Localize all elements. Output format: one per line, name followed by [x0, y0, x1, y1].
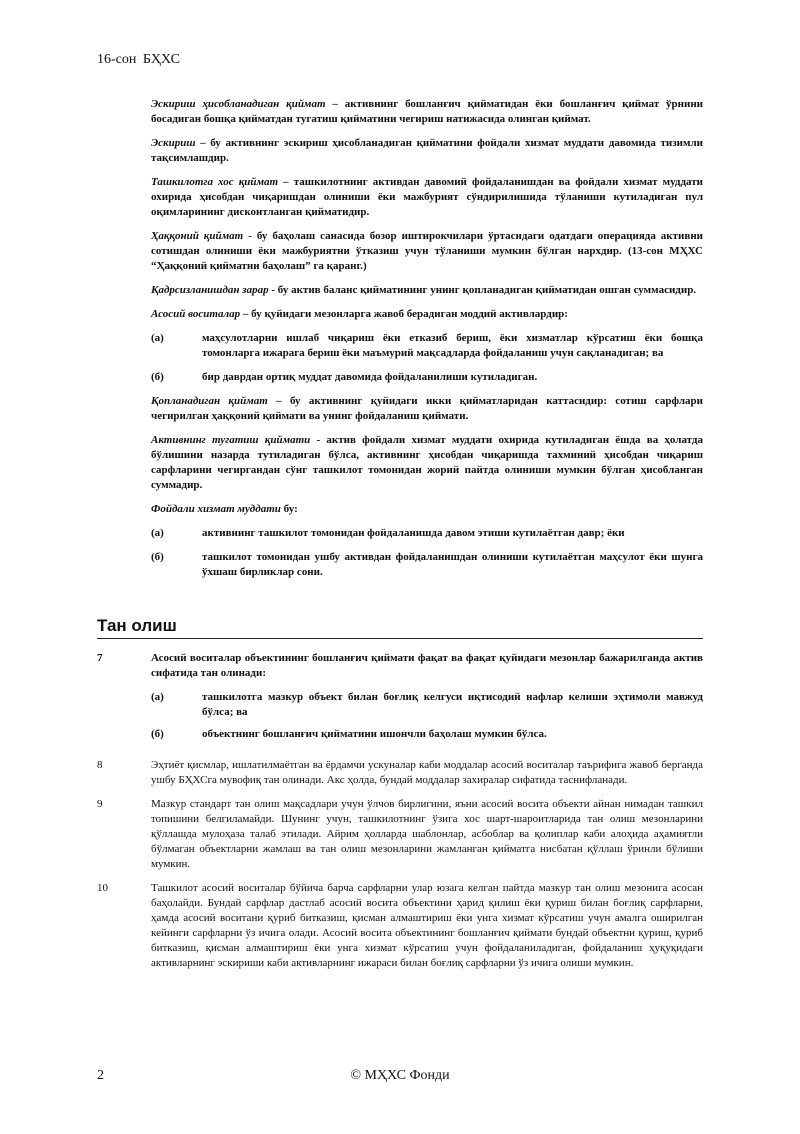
definition-fair-value — [151, 229, 703, 274]
definition-text: бу: — [280, 503, 298, 515]
definitions-block — [151, 97, 703, 589]
list-item — [151, 727, 703, 742]
definition-text: – бу активнинг эскириш ҳисобланадиган қийматини фойдали хизмат муддати давомида тизимли тақсимлашдир. — [151, 137, 703, 164]
definition-fixed-assets — [151, 307, 703, 322]
running-header: 16-сон БҲХС — [97, 52, 180, 67]
definition-depreciation — [151, 136, 703, 166]
definition-text: – бу активнинг қуйидаги икки қийматларидан каттасидир: сотиш сарфлари чегирилган ҳаққоний қиймати ва унинг фойдаланиш қиймати. — [151, 395, 703, 422]
list-item-label: (а) — [151, 691, 164, 703]
list-item — [151, 690, 703, 720]
definition-term: Фойдали хизмат муддати — [151, 503, 281, 515]
paragraph-number: 9 — [97, 798, 103, 810]
definition-term: Ташкилотга хос қиймат — [151, 176, 279, 188]
paragraph-number: 7 — [97, 652, 103, 664]
paragraph-text: Ташкилот асосий воситалар бўйича барча сарфларни улар юзага келган пайтда мазкур тан олиш мезонига асосан баҳолайди. Бундай сарфлар дастлаб асосий восита объектини ҳарид қилиш ёки қуриш билан боғлиқ сарфларни, ҳамда асосий воситани қуриб битказиш, қисман алмаштириш ёки унга хизмат кўрсатиш учун амалга оширилган кейинги сарфларни ўз ичига олади. Асосий восита объектининг бошланғич қиймати бундай объектни қуриш, қуриб битказиш, қисман алмаштириш ёки унга хизмат кўрсатиш учун фойдаланиладиган, фойдаланиш ҳуқуқидаги активларнинг эскириши каби активларнинг ижараси билан боғлиқ сарфларни ўз ичига олиши мумкин. — [151, 882, 703, 969]
list-item-text: объектнинг бошланғич қийматини ишончли баҳолаш мумкин бўлса. — [202, 728, 547, 740]
definition-text: - бу актив баланс қийматининг унинг қопланадиган қийматидан ошган суммасидир. — [268, 284, 697, 296]
paragraph-number: 10 — [97, 882, 108, 894]
section-heading: Тан олиш — [97, 616, 703, 639]
list-item — [151, 331, 703, 361]
definition-text: – ташкилотнинг активдан давомий фойдаланишдан ва фойдали хизмат муддати охирида ҳисобдан чиқаришдан олиниши ёки мажбурият сўндирилишида тўланиши кутиладиган пул оқимларининг дисконтланган қийматидир. — [151, 176, 703, 218]
definition-term: Асосий воситалар — [151, 308, 241, 320]
list-item-text: ташкилот томонидан ушбу активдан фойдаланишдан олиниши кутилаётган маҳсулот ёки шунга ўхшаш бирликлар сони. — [202, 551, 703, 578]
definition-impairment-loss — [151, 283, 703, 298]
definition-text: - актив фойдали хизмат муддати охирида кутиладиган ёшда ва ҳолатда бўлишини назарда тутиладиган бўлса, активнинг ҳисобдан чиқаришда тахминий ҳисобдан чиқариш сарфларини чегиргандан сўнг ташкилот томонидан жорий пайтда олиниши мумкин бўлган ҳисобланган суммадир. — [151, 434, 703, 491]
list-item-text: активнинг ташкилот томонидан фойдаланишда давом этиши кутилаётган давр; ёки — [202, 527, 625, 539]
list-item-label: (б) — [151, 551, 164, 563]
list-item-label: (б) — [151, 728, 164, 740]
definition-residual-value — [151, 433, 703, 493]
list-item — [151, 526, 703, 541]
definition-depreciable-amount — [151, 97, 703, 127]
list-item-label: (а) — [151, 332, 164, 344]
definition-entity-specific-value — [151, 175, 703, 220]
paragraph-number: 8 — [97, 759, 103, 771]
page-number: 2 — [97, 1068, 104, 1083]
paragraph-text: Эҳтиёт қисмлар, ишлатилмаётган ва ёрдамчи ускуналар каби моддалар асосий воситалар таърифига жавоб берганда ушбу БҲХСга мувофиқ тан олинади. Акс ҳолда, бундай моддалар захиралар сифатида таснифланади. — [151, 759, 703, 786]
list-item-label: (б) — [151, 371, 164, 383]
list-item — [151, 370, 703, 385]
definition-text: – бу қуйидаги мезонларга жавоб берадиган моддий активлардир: — [240, 308, 568, 320]
paragraph-text: Мазкур стандарт тан олиш мақсадлари учун ўлчов бирлигини, яъни асосий восита объекти айнан нимадан ташкил топишини белгиламайди. Шунинг учун, ташкилотнинг ўзига хос шарт-шароитларида тан олиш мезонларини қўллашда мулоҳаза талаб этилади. Айрим ҳолларда шаблонлар, асбоблар ва қолиплар каби алоҳида аҳамиятли бўлмаган объектларни жамлаш ва тан олиш мезонларини жамланган қийматга нисбатан қўллаш ўринли бўлиши мумкин. — [151, 798, 703, 870]
list-item-text: бир даврдан ортиқ муддат давомида фойдаланилиши кутиладиган. — [202, 371, 538, 383]
paragraph-text: Асосий воситалар объектининг бошланғич қиймати фақат ва фақат қуйидаги мезонлар бажарилганда актив сифатида тан олинади: — [151, 652, 703, 679]
paragraph-10 — [97, 881, 703, 971]
paragraph-9 — [97, 797, 703, 872]
list-item-text: ташкилотга мазкур объект билан боғлиқ келгуси иқтисодий нафлар келиши эҳтимоли мавжуд бўлса; ва — [202, 691, 703, 718]
definition-term: Қопланадиган қиймат — [151, 395, 268, 407]
paragraph-8 — [97, 758, 703, 788]
copyright-notice: © МҲХС Фонди — [350, 1068, 450, 1083]
definition-recoverable-amount — [151, 394, 703, 424]
paragraph-7 — [97, 651, 703, 749]
list-item-label: (а) — [151, 527, 164, 539]
list-item-text: маҳсулотларни ишлаб чиқариш ёки етказиб бериш, ёки хизматлар кўрсатиш ёки бошқа томонларга ижарага бериш ёки маъмурий мақсадларда фойдаланиш учун сақланадиган; ва — [202, 332, 703, 359]
definition-text: - бу баҳолаш санасида бозор иштирокчилари ўртасидаги одатдаги операцияда активни сотишдан олиниши ёки мажбуриятни ўтказиш учун тўланиши мумкин бўлган нархдир. (13-сон МҲХС “Ҳаққоний қийматни баҳолаш” га қаранг.) — [151, 230, 704, 272]
definition-text: – активнинг бошланғич қийматидан ёки бошланғич қиймат ўрнини босадиган бошқа қийматдан тугатиш қийматини чегириш натижасида олинган қиймат. — [151, 98, 703, 125]
definition-term: Эскириш — [151, 137, 196, 149]
definition-term: Эскириш ҳисобланадиган қиймат — [151, 98, 326, 110]
list-item — [151, 550, 703, 580]
paragraph-body — [151, 651, 703, 749]
definition-term: Активнинг тугатиш қиймати — [151, 434, 311, 446]
definition-useful-life — [151, 502, 703, 517]
definition-term: Ҳаққоний қиймат — [151, 230, 244, 242]
definition-term: Қадрсизланишдан зарар — [151, 284, 269, 296]
recognition-paragraphs — [97, 651, 703, 980]
